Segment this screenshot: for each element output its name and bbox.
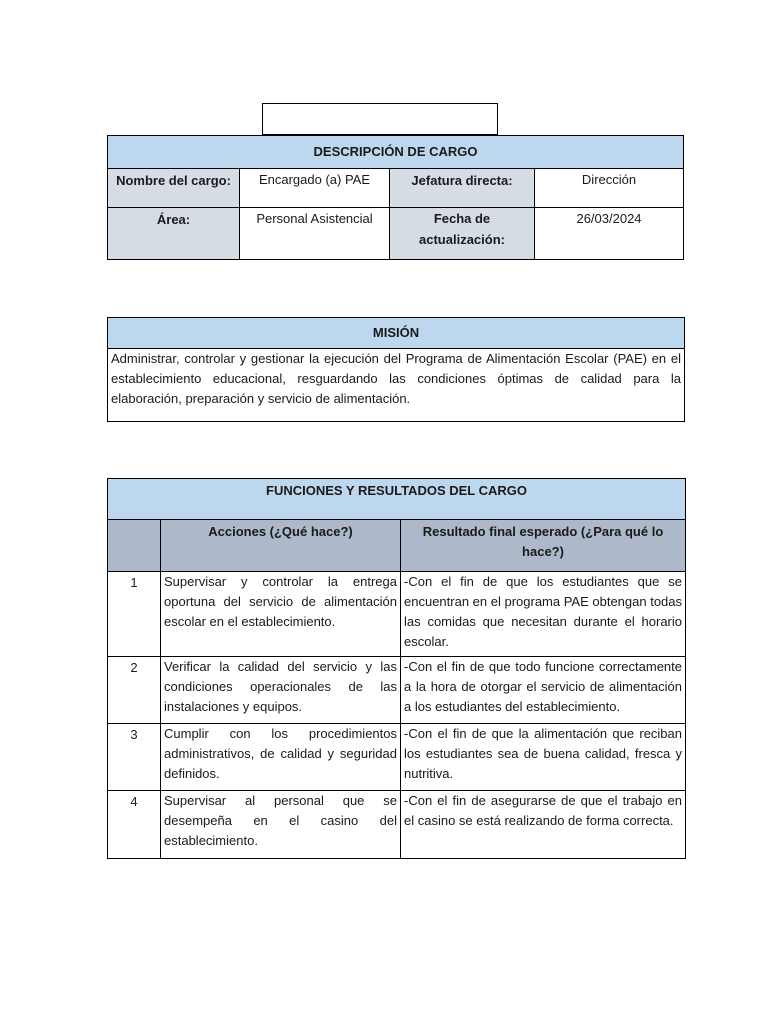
- table-row: [108, 724, 686, 791]
- mision-table: [107, 317, 685, 422]
- jefatura-label: Jefatura directa:: [390, 169, 535, 208]
- resultado-header: Resultado final esperado (¿Para qué lo hace?): [401, 520, 686, 572]
- row-accion: Cumplir con los procedimientos administrativos, de calidad y seguridad definidos.: [161, 724, 401, 791]
- row-resultado: -Con el fin de que los estudiantes que se encuentran en el programa PAE obtengan todas las comidas que necesitan durante el horario escolar.: [401, 572, 686, 657]
- row-number: 4: [108, 791, 161, 859]
- row-resultado: -Con el fin de que la alimentación que reciban los estudiantes sea de buena calidad, fresca y nutritiva.: [401, 724, 686, 791]
- table-row: [108, 572, 686, 657]
- area-value: Personal Asistencial: [240, 208, 390, 260]
- nombre-cargo-label: Nombre del cargo:: [108, 169, 240, 208]
- descripcion-title: DESCRIPCIÓN DE CARGO: [108, 136, 684, 169]
- funciones-table: [107, 478, 686, 859]
- nombre-cargo-value: Encargado (a) PAE: [240, 169, 390, 208]
- header-blank-box: [262, 103, 498, 135]
- acciones-header: Acciones (¿Qué hace?): [161, 520, 401, 572]
- fecha-label: Fecha de actualización:: [390, 208, 535, 260]
- row-resultado: -Con el fin de asegurarse de que el trabajo en el casino se está realizando de forma correcta.: [401, 791, 686, 859]
- fecha-value: 26/03/2024: [535, 208, 684, 260]
- jefatura-value: Dirección: [535, 169, 684, 208]
- table-row: [108, 791, 686, 859]
- row-accion: Supervisar al personal que se desempeña en el casino del establecimiento.: [161, 791, 401, 859]
- funciones-title: FUNCIONES Y RESULTADOS DEL CARGO: [108, 479, 686, 520]
- row-number: 3: [108, 724, 161, 791]
- area-label: Área:: [108, 208, 240, 260]
- row-accion: Supervisar y controlar la entrega oportuna del servicio de alimentación escolar en el establecimiento.: [161, 572, 401, 657]
- row-number: 2: [108, 657, 161, 724]
- mision-title: MISIÓN: [108, 318, 685, 349]
- mision-text: Administrar, controlar y gestionar la ejecución del Programa de Alimentación Escolar (PAE) en el establecimiento educacional, resguardando las condiciones óptimas de calidad para la elaboración, preparación y servicio de alimentación.: [108, 349, 685, 422]
- row-number: 1: [108, 572, 161, 657]
- row-accion: Verificar la calidad del servicio y las condiciones operacionales de las instalaciones y equipos.: [161, 657, 401, 724]
- table-row: [108, 657, 686, 724]
- num-header-cell: [108, 520, 161, 572]
- descripcion-table: [107, 135, 684, 260]
- row-resultado: -Con el fin de que todo funcione correctamente a la hora de otorgar el servicio de alimentación a los estudiantes del establecimiento.: [401, 657, 686, 724]
